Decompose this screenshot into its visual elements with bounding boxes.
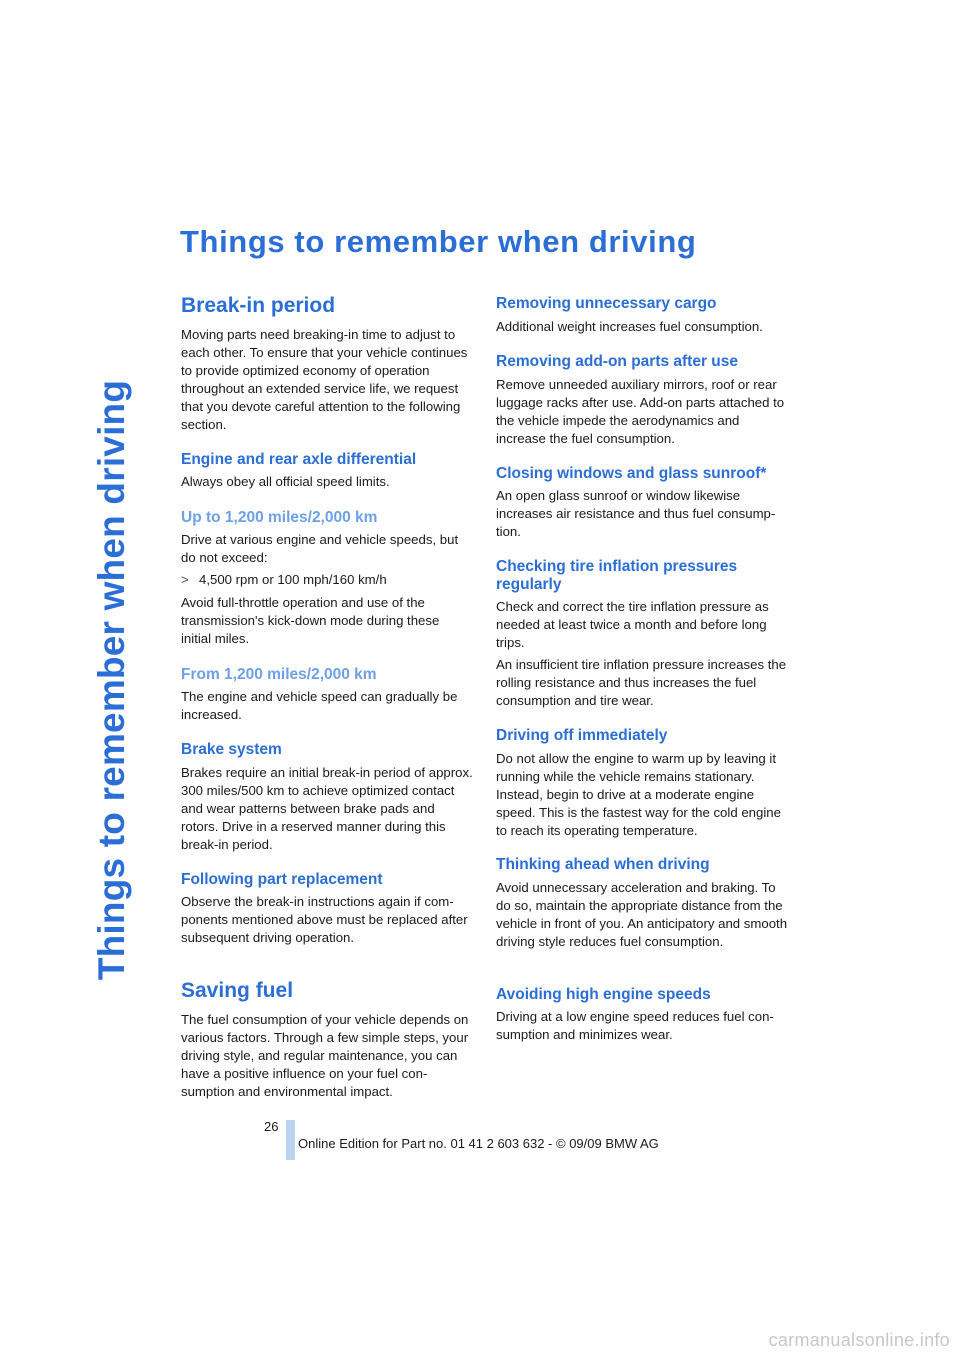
cargo-heading: Removing unnecessary cargo bbox=[496, 295, 717, 312]
highspeed-heading: Avoiding high engine speeds bbox=[496, 986, 711, 1003]
page-number: 26 bbox=[264, 1119, 279, 1134]
edition-footer: Online Edition for Part no. 01 41 2 603 632 - © 09/09 BMW AG bbox=[298, 1136, 659, 1151]
bullet-text: 4,500 rpm or 100 mph/160 km/h bbox=[199, 572, 387, 587]
saving-fuel-heading: Saving fuel bbox=[181, 979, 294, 1002]
watermark: carmanualsonline.info bbox=[768, 1330, 950, 1350]
from-heading: From 1,200 miles/2,000 km bbox=[181, 666, 377, 683]
saving-fuel-text: The fuel consumption of your vehicle depends on various factors. Through a few simple steps, your driving style, and regular maintenance, you can have a positive influence on your fuel consumption and environmental impact. bbox=[181, 1012, 469, 1099]
side-title-text: Things to remember when driving bbox=[91, 379, 132, 981]
brake-text: Brakes require an initial break-in period of approx. 300 miles/500 km to achieve optimized contact and wear patterns between brake pads and rotors. Drive in a reserved manner during this break-in period. bbox=[181, 765, 473, 852]
from-text: The engine and vehicle speed can gradually be increased. bbox=[181, 689, 458, 722]
footer-accent-bar bbox=[286, 1120, 295, 1160]
tire-text: Check and correct the tire inflation pressure as needed at least twice a month and before long trips. bbox=[496, 599, 769, 650]
upto-heading: Up to 1,200 miles/2,000 km bbox=[181, 509, 378, 526]
highspeed-text: Driving at a low engine speed reduces fuel consumption and minimizes wear. bbox=[496, 1009, 774, 1042]
brake-heading: Brake system bbox=[181, 741, 282, 758]
following-heading: Following part replacement bbox=[181, 871, 383, 888]
engine-heading: Engine and rear axle differential bbox=[181, 451, 417, 468]
windows-heading: Closing windows and glass sunroof* bbox=[496, 465, 767, 482]
ahead-text: Avoid unnecessary acceleration and braking. To do so, maintain the appropriate distance from the vehicle in front of you. An anticipatory and smooth driving style reduces fuel consumption. bbox=[496, 880, 788, 949]
upto-text: Drive at various engine and vehicle speeds, but do not exceed: bbox=[181, 532, 459, 565]
following-text: Observe the break-in instructions again if components mentioned above must be replaced after subsequent driving operation. bbox=[181, 894, 468, 945]
breakin-heading: Break-in period bbox=[181, 294, 336, 317]
cargo-text: Additional weight increases fuel consumption. bbox=[496, 319, 763, 334]
tire-heading: Checking tire inflation pressures regularly bbox=[496, 558, 738, 593]
driveoff-heading: Driving off immediately bbox=[496, 727, 668, 744]
breakin-text: Moving parts need breaking-in time to adjust to each other. To ensure that your vehicle continues to provide optimized economy of operation throughout an extended service life, we request that you devote careful attention to the following section. bbox=[181, 327, 468, 432]
bullet-marker: > bbox=[181, 572, 189, 587]
page-title: Things to remember when driving bbox=[180, 224, 697, 259]
tire-text-2: An insufficient tire inflation pressure increases the rolling resistance and thus increases the fuel consumption and tire wear. bbox=[496, 657, 787, 708]
driveoff-text: Do not allow the engine to warm up by leaving it running while the vehicle remains stationary. Instead, begin to drive at a moderate engine speed. This is the fastest way for the cold engine to reach its operating temperature. bbox=[496, 751, 781, 838]
upto-text-2: Avoid full-throttle operation and use of the transmission's kick-down mode during these initial miles. bbox=[181, 595, 440, 646]
speed-limit-bullet bbox=[181, 571, 473, 589]
addon-heading: Removing add-on parts after use bbox=[496, 353, 739, 370]
engine-text: Always obey all official speed limits. bbox=[181, 474, 390, 489]
windows-text: An open glass sunroof or window likewise increases air resistance and thus fuel consumption. bbox=[496, 488, 776, 539]
ahead-heading: Thinking ahead when driving bbox=[496, 856, 710, 873]
addon-text: Remove unneeded auxiliary mirrors, roof or rear luggage racks after use. Add-on parts attached to the vehicle impede the aerodynamics and increase the fuel consumption. bbox=[496, 377, 785, 446]
